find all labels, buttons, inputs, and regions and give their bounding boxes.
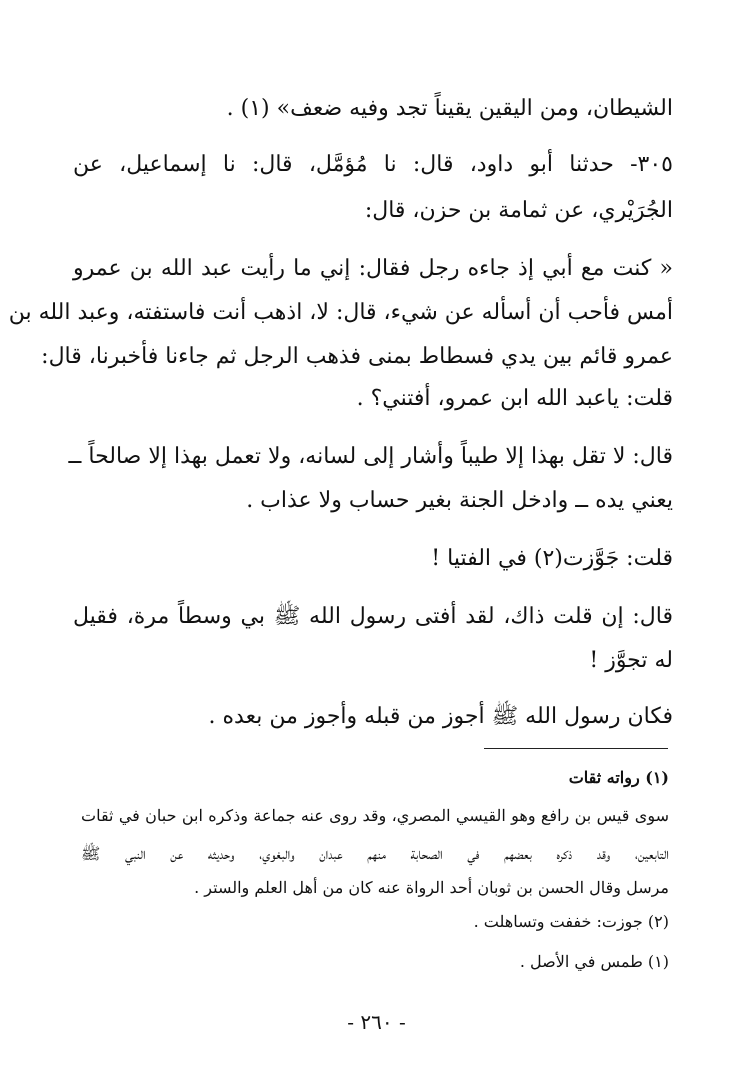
footnote-separator: [484, 748, 668, 749]
footnote-1-line-1: سوى قيس بن رافع وهو القيسي المصري، وقد روى عنه جماعة وذكره ابن حبان في ثقات: [81, 806, 669, 825]
body-line-5: أمس فأحب أن أسأله عن شيء، قال: لا، اذهب أنت فاستفته، وعبد الله بن: [8, 300, 673, 325]
footnote-1-line-2: التابعين، وقد ذكره بعضهم في الصحابة منهم عبدان والبغوي، وحديثه عن النبي ﷺ: [81, 844, 669, 863]
body-line-9: يعني يده ــ وادخل الجنة بغير حساب ولا عذاب .: [246, 488, 673, 513]
footnote-1-heading: (١) رواته ثقات: [568, 768, 669, 787]
footnote-3: (١) طمس في الأصل .: [519, 952, 669, 971]
body-line-6: عمرو قائم بين يدي فسطاط بمنى فذهب الرجل ثم جاءنا فأخبرنا، قال:: [41, 344, 673, 369]
body-line-10: قلت: جَوَّزت(٢) في الفتيا !: [431, 546, 673, 571]
body-line-4: « كنت مع أبي إذ جاءه رجل فقال: إني ما رأيت عبد الله بن عمرو: [73, 256, 673, 281]
body-line-13: فكان رسول الله ﷺ أجوز من قبله وأجوز من بعده .: [208, 704, 673, 729]
body-line-11: قال: إن قلت ذاك، لقد أفتى رسول الله ﷺ بي وسطاً مرة، فقيل: [73, 604, 673, 629]
footnote-1-line-3: مرسل وقال الحسن بن ثوبان أحد الرواة عنه كان من أهل العلم والستر .: [194, 878, 669, 897]
body-line-12: له تجوَّز !: [589, 648, 673, 673]
footnote-2: (٢) جوزت: خففت وتساهلت .: [473, 912, 669, 931]
body-line-1: الشيطان، ومن اليقين يقيناً تجد وفيه ضعف» (١) .: [226, 96, 673, 121]
body-line-7: قلت: ياعبد الله ابن عمرو، أفتني؟ .: [356, 386, 673, 411]
page-number: - ٢٦٠ -: [347, 1010, 406, 1034]
body-line-2: ٣٠٥- حدثنا أبو داود، قال: نا مُؤمَّل، قال: نا إسماعيل، عن: [73, 152, 673, 177]
body-line-8: قال: لا تقل بهذا إلا طيباً وأشار إلى لسانه، ولا تعمل بهذا إلا صالحاً ــ: [68, 444, 673, 469]
body-line-3: الجُرَيْري، عن ثمامة بن حزن، قال:: [364, 198, 673, 223]
